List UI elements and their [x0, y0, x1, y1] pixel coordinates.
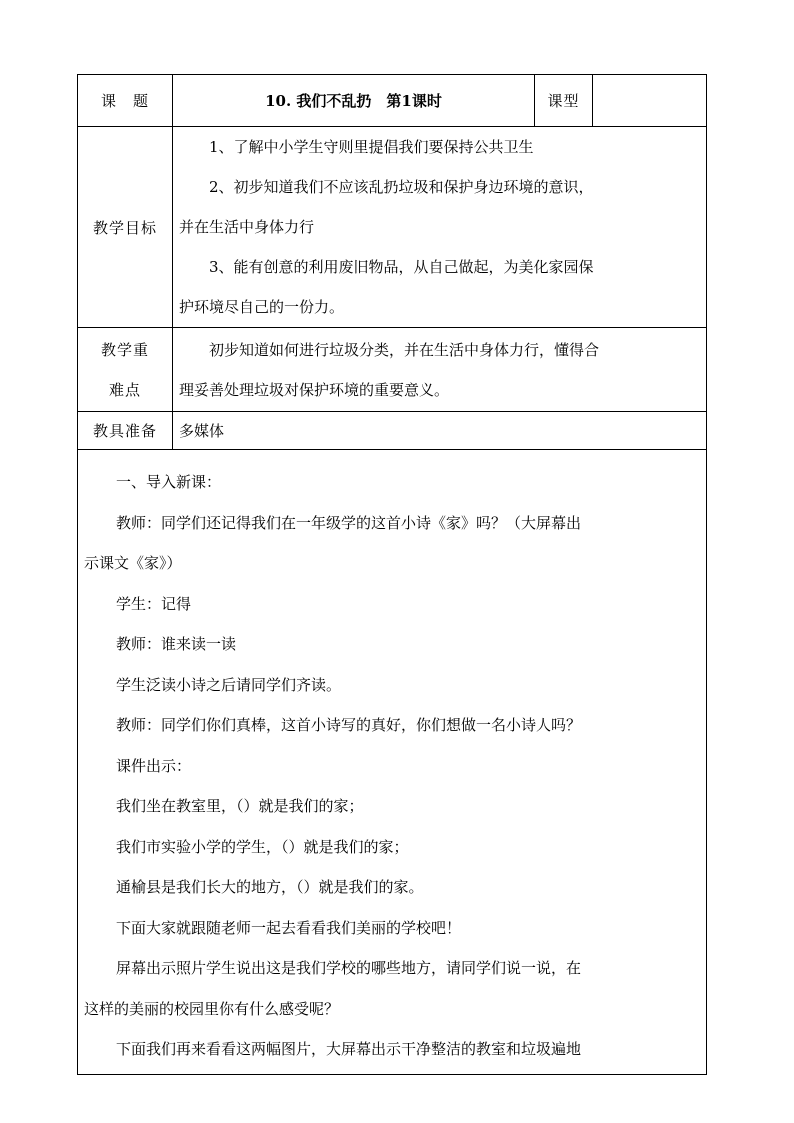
- process-line: 下面大家就跟随老师一起去看看我们美丽的学校吧！: [116, 918, 462, 937]
- objectives-label: 教学目标: [78, 127, 173, 328]
- type-value: [593, 75, 707, 127]
- process-row: [78, 450, 707, 1075]
- objectives-content: [173, 127, 707, 328]
- key-points-content: [173, 328, 707, 412]
- objective-item: 并在生活中身体力行: [179, 218, 315, 236]
- key-points-label: [78, 328, 173, 412]
- process-line: 教师：谁来读一读: [116, 635, 237, 653]
- key-points-row: [78, 328, 707, 412]
- process-line: 一、导入新课：: [116, 473, 222, 491]
- process-line: 教师：同学们你们真棒，这首小诗写的真好，你们想做一名小诗人吗？: [116, 716, 582, 734]
- process-line: 下面我们再来看看这两幅图片，大屏幕出示干净整洁的教室和垃圾遍地: [116, 1040, 582, 1058]
- objective-item: 护环境尽自己的一份力。: [179, 298, 345, 316]
- header-row: [78, 75, 707, 127]
- key-points-text: 初步知道如何进行垃圾分类，并在生活中身体力行，懂得合: [209, 340, 600, 359]
- process-line: 我们坐在教室里，（）就是我们的家；: [116, 797, 364, 815]
- process-line: 示课文《家》）: [84, 554, 182, 572]
- process-line: 教师：同学们还记得我们在一年级学的这首小诗《家》吗？（大屏幕出: [116, 513, 582, 532]
- process-line: 我们市实验小学的学生，（）就是我们的家；: [116, 837, 409, 856]
- objective-item: 2、初步知道我们不应该乱扔垃圾和保护身边环境的意识，: [209, 178, 594, 196]
- tools-label: 教具准备: [78, 412, 173, 450]
- lesson-plan-document: [77, 74, 706, 1075]
- key-points-text: 理妥善处理垃圾对保护环境的重要意义。: [179, 380, 450, 399]
- process-line: 学生泛读小诗之后请同学们齐读。: [116, 675, 342, 694]
- key-points-label-line: 难点: [108, 380, 141, 399]
- process-lines: [84, 462, 700, 1070]
- topic-label: 课 题: [78, 75, 173, 127]
- process-line: 屏幕出示照片学生说出这是我们学校的哪些地方，请同学们说一说，在: [116, 959, 582, 977]
- tools-value: 多媒体: [173, 412, 707, 450]
- objective-item: 3、能有创意的利用废旧物品，从自己做起，为美化家园保: [209, 258, 594, 276]
- tools-row: [78, 412, 707, 450]
- type-label: 课型: [535, 75, 593, 127]
- teaching-process: [78, 450, 707, 1075]
- key-points-label-line: 教学重: [100, 340, 149, 359]
- process-line: 课件出示：: [116, 756, 192, 775]
- process-line: 通榆县是我们长大的地方，（）就是我们的家。: [116, 878, 424, 896]
- objectives-row: [78, 127, 707, 328]
- objective-item: 1、了解中小学生守则里提倡我们要保持公共卫生: [209, 138, 534, 156]
- lesson-plan-table: [77, 74, 707, 1075]
- lesson-title: 10. 我们不乱扔 第1课时: [173, 75, 535, 127]
- process-line: 这样的美丽的校园里你有什么感受呢？: [84, 999, 340, 1018]
- process-line: 学生：记得: [116, 594, 192, 613]
